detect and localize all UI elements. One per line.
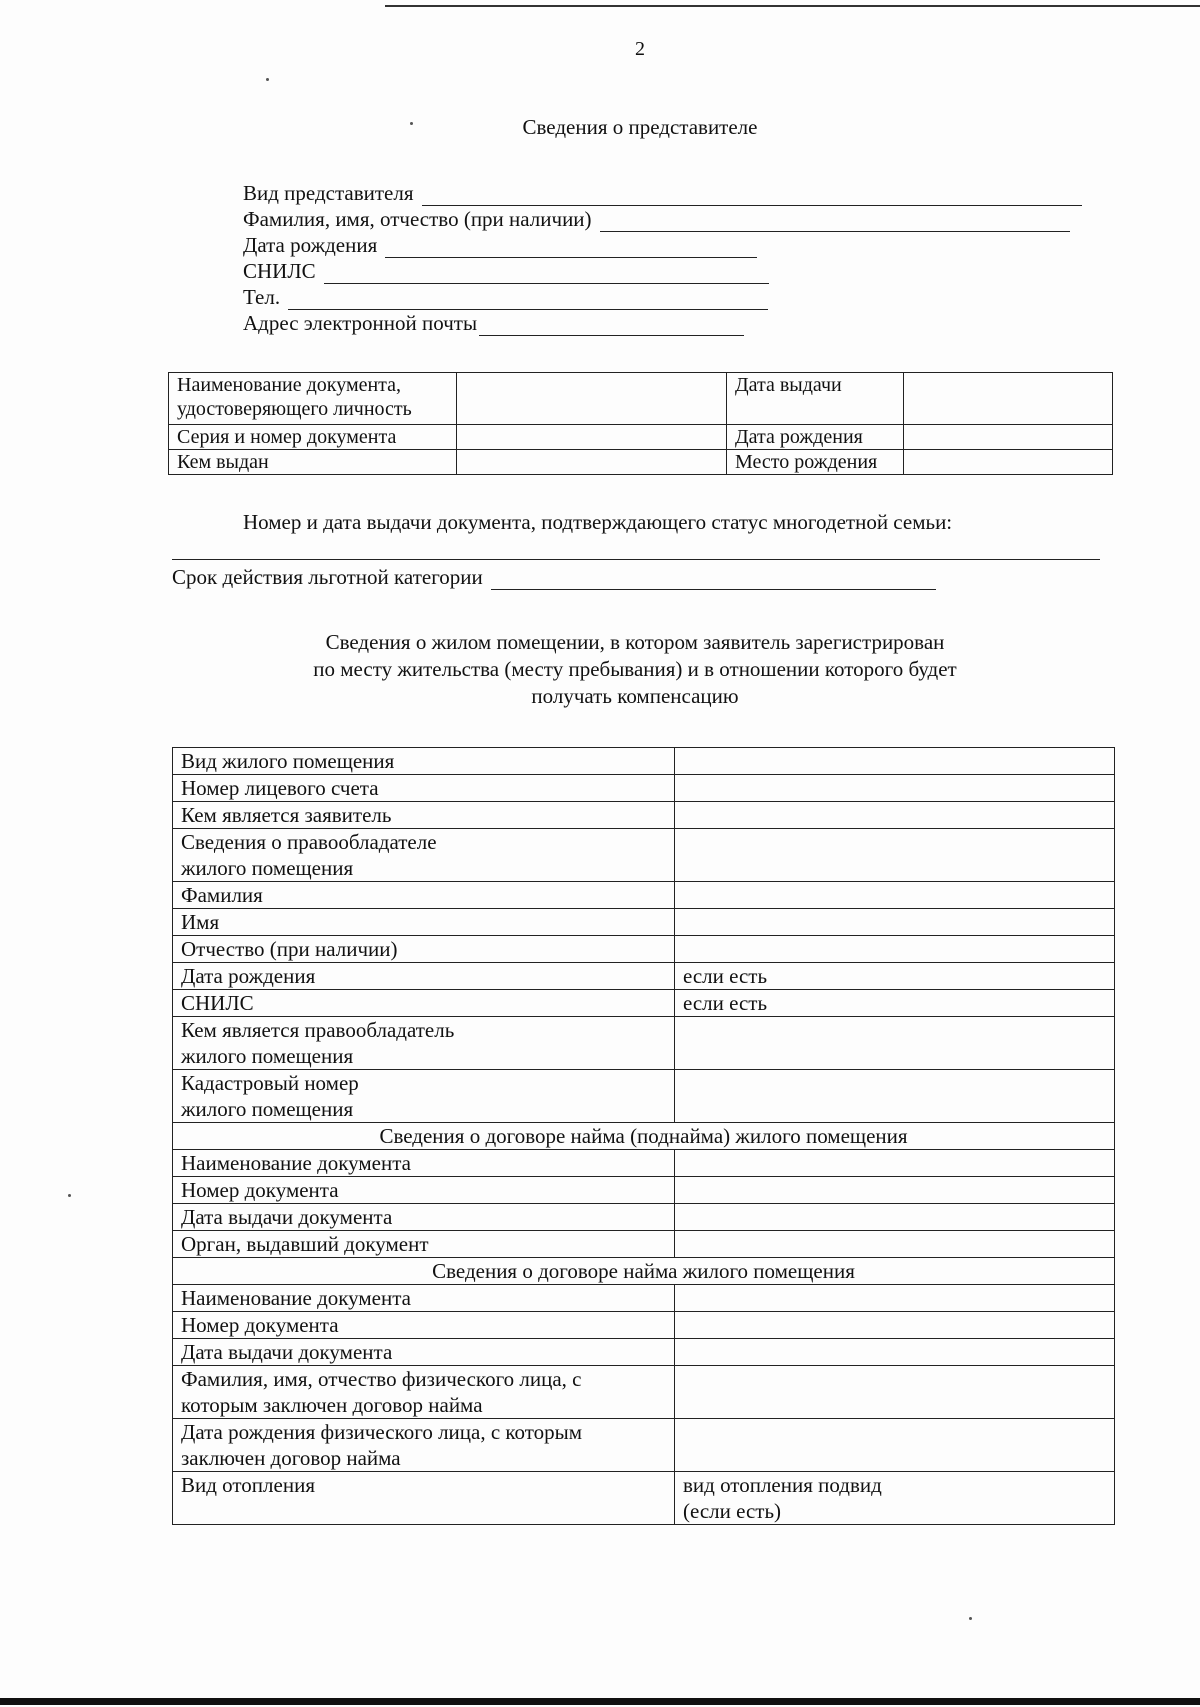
table-row [173,1231,1115,1258]
section-heading-sublease: Сведения о договоре найма (поднайма) жилого помещения [173,1123,1115,1150]
issue-date-value[interactable] [904,373,1113,425]
row-value[interactable] [675,802,1115,829]
table-row [173,748,1115,775]
row-label: Вид жилого помещения [173,748,675,775]
row-value[interactable] [675,936,1115,963]
row-value[interactable] [675,909,1115,936]
row-label: Кадастровый номер жилого помещения [173,1070,675,1123]
row-label: Наименование документа [173,1285,675,1312]
row-value[interactable]: вид отопления подвид (если есть) [675,1472,1115,1525]
row-value[interactable]: если есть [675,963,1115,990]
row-value[interactable] [675,1419,1115,1472]
row-label: Имя [173,909,675,936]
representative-type-input[interactable] [422,185,1082,206]
full-name-input[interactable] [600,211,1070,232]
table-row [173,775,1115,802]
dwelling-title-line2: по месту жительства (месту пребывания) и в отношении которого будет [313,657,957,681]
field-representative-type [243,180,1082,206]
scan-speck [969,1617,972,1620]
issued-by-value[interactable] [457,450,727,475]
field-snils [243,258,769,284]
row-label: Дата рождения [173,963,675,990]
table-row [173,909,1115,936]
row-label: Дата выдачи документа [173,1339,675,1366]
email-input[interactable] [479,315,744,336]
snils-input[interactable] [324,263,769,284]
field-phone [243,284,768,310]
table-row [173,1204,1115,1231]
dwelling-title-line3: получать компенсацию [531,684,739,708]
doc-birth-date-value[interactable] [904,425,1113,450]
scan-speck [266,78,269,81]
series-number-value[interactable] [457,425,727,450]
validity-field [172,565,936,590]
doc-birth-date-label: Дата рождения [727,425,904,450]
phone-input[interactable] [288,289,768,310]
page-number: 2 [635,38,645,60]
row-label: Орган, выдавший документ [173,1231,675,1258]
table-row [173,1312,1115,1339]
top-rule [385,5,1200,7]
section-row [173,1123,1115,1150]
row-value[interactable] [675,882,1115,909]
dwelling-title-line1: Сведения о жилом помещении, в котором заявитель зарегистрирован [325,630,945,654]
table-row [173,1070,1115,1123]
dwelling-table [172,747,1115,1525]
id-doc-name-value[interactable] [457,373,727,425]
series-number-label: Серия и номер документа [169,425,457,450]
row-value[interactable] [675,1339,1115,1366]
row-value[interactable] [675,1017,1115,1070]
field-label: Тел. [243,285,281,309]
field-label: Адрес электронной почты [243,311,478,335]
table-row [173,1285,1115,1312]
field-label: Дата рождения [243,233,378,257]
field-label: СНИЛС [243,259,316,283]
table-row [173,936,1115,963]
table-row [173,1366,1115,1419]
row-label: Кем является заявитель [173,802,675,829]
birth-place-value[interactable] [904,450,1113,475]
birth-place-label: Место рождения [727,450,904,475]
row-value[interactable] [675,1366,1115,1419]
row-label: Номер документа [173,1312,675,1339]
row-label: СНИЛС [173,990,675,1017]
row-label: Фамилия [173,882,675,909]
table-row [173,1339,1115,1366]
section-heading-lease: Сведения о договоре найма жилого помещения [173,1258,1115,1285]
table-row [173,829,1115,882]
table-row [173,1150,1115,1177]
validity-label: Срок действия льготной категории [172,565,483,589]
scan-speck [410,122,413,125]
row-value[interactable] [675,1231,1115,1258]
identity-document-table [168,372,1113,475]
field-full-name [243,206,1070,232]
table-row [173,963,1115,990]
row-value[interactable] [675,1285,1115,1312]
table-row [173,990,1115,1017]
row-label: Сведения о правообладателе жилого помещения [173,829,675,882]
issued-by-label: Кем выдан [169,450,457,475]
row-value[interactable] [675,1070,1115,1123]
scan-speck [68,1194,71,1197]
bottom-rule [0,1698,1200,1705]
table-row [173,1472,1115,1525]
table-row [173,882,1115,909]
large-family-doc-input[interactable] [172,559,1100,560]
row-value[interactable] [675,829,1115,882]
large-family-doc-label: Номер и дата выдачи документа, подтверждающего статус многодетной семьи: [243,510,953,534]
row-value[interactable] [675,775,1115,802]
validity-input[interactable] [491,569,936,590]
row-label: Фамилия, имя, отчество физического лица, с которым заключен договор найма [173,1366,675,1419]
row-value[interactable] [675,748,1115,775]
row-label: Кем является правообладатель жилого помещения [173,1017,675,1070]
row-value[interactable] [675,1312,1115,1339]
table-row [173,1017,1115,1070]
row-label: Номер лицевого счета [173,775,675,802]
section-row [173,1258,1115,1285]
row-value[interactable]: если есть [675,990,1115,1017]
birth-date-input[interactable] [385,237,757,258]
table-row [173,802,1115,829]
field-birth-date [243,232,757,258]
id-doc-name-label: Наименование документа, удостоверяющего личность [169,373,457,425]
table-row [173,1419,1115,1472]
field-label: Фамилия, имя, отчество (при наличии) [243,207,592,231]
row-label: Дата рождения физического лица, с которым заключен договор найма [173,1419,675,1472]
row-label: Дата выдачи документа [173,1204,675,1231]
row-value[interactable] [675,1177,1115,1204]
table-row [173,1177,1115,1204]
row-label: Вид отопления [173,1472,675,1525]
row-label: Отчество (при наличии) [173,936,675,963]
issue-date-label: Дата выдачи [727,373,904,425]
row-label: Наименование документа [173,1150,675,1177]
row-label: Номер документа [173,1177,675,1204]
field-email [243,310,744,336]
row-value[interactable] [675,1204,1115,1231]
field-label: Вид представителя [243,181,414,205]
row-value[interactable] [675,1150,1115,1177]
representative-title: Сведения о представителе [522,115,758,139]
